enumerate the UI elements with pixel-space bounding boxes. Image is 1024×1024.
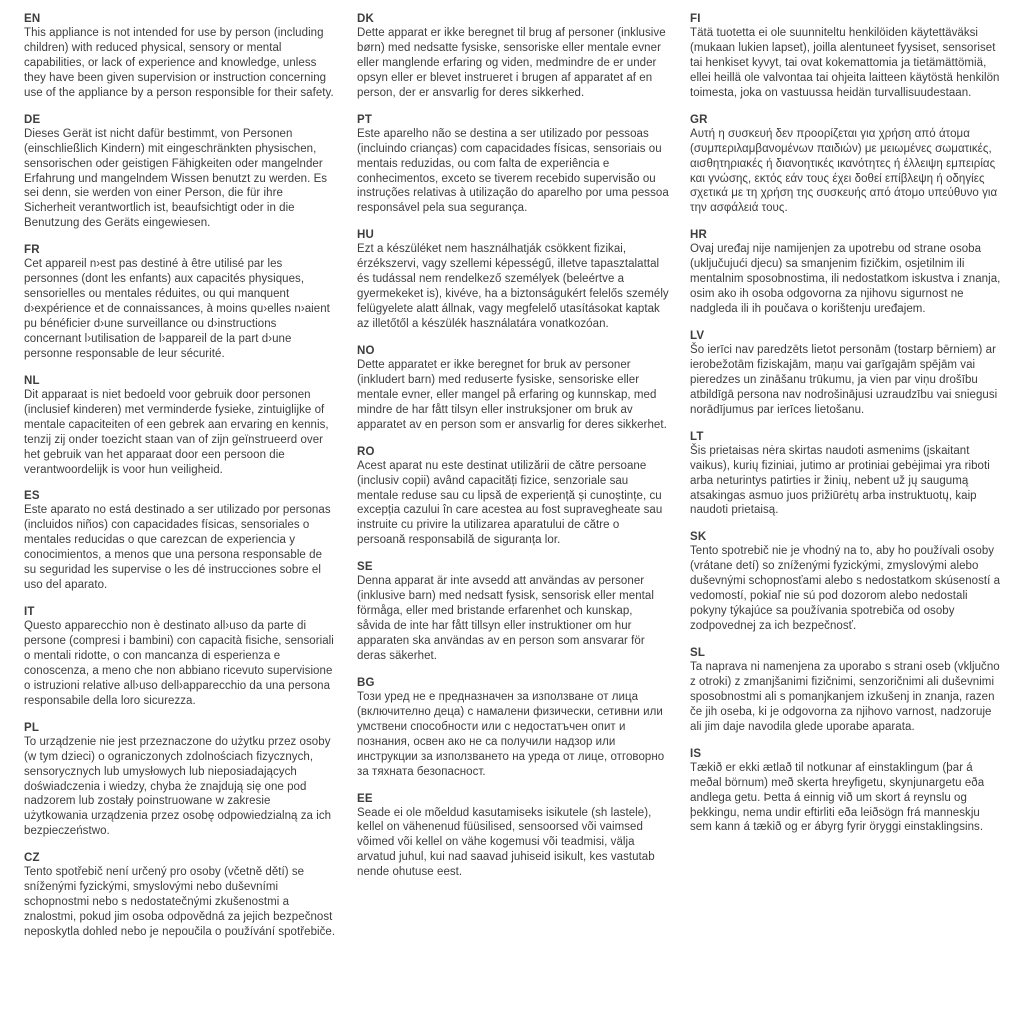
lang-text-en: This appliance is not intended for use by person (including children) with reduced physical, sensory or mental capabilities, or lack of experience and knowledge, unless they have been given supervision or instruction concerning use of the appliance by a person responsible for their safety. [24, 27, 334, 99]
lang-section-pl [24, 722, 336, 840]
lang-section-sl [690, 647, 1002, 735]
lang-text-lv: Šo ierīci nav paredzēts lietot personām (tostarp bērniem) ar ierobežotām fiziskajām, maņu vai garīgajām spējām vai pieredzes un zināšanu trūkumu, ja vien par viņu drošību atbildīgā persona nav nodrošinājusi uzraudzību vai sniegusi norādījumus par ierīces lietošanu. [690, 344, 998, 416]
lang-text-de: Dieses Gerät ist nicht dafür bestimmt, von Personen (einschließlich Kindern) mit eingeschränkten physischen, sensorischen oder geistigen Fähigkeiten oder mangelnder Erfahrung und mangelndem Wissen benutzt zu werden. Es sei denn, sie werden von einer Person, die für ihre Sicherheit verantwortlich ist, beaufsichtigt oder in die Benutzung des Geräts eingewiesen. [24, 127, 328, 230]
lang-code-lv: LV [690, 330, 705, 342]
lang-code-fr: FR [24, 244, 40, 257]
lang-section-fr [24, 244, 336, 362]
lang-text-it: Questo apparecchio non è destinato all›uso da parte di persone (compresi i bambini) con capacità fisiche, sensoriali o mentali ridotte, o con mancanza di esperienza e conoscenza, a meno che non abbiano ricevuto supervisione o istruzioni relative all›uso dell›apparecchio da una persona responsabile della loro sicurezza. [24, 620, 334, 707]
lang-code-hu: HU [357, 229, 375, 242]
lang-code-gr: GR [690, 113, 708, 126]
lang-code-pl: PL [24, 721, 40, 734]
lang-section-de [24, 114, 336, 232]
lang-text-ee: Seade ei ole mõeldud kasutamiseks isikutele (sh lastele), kellel on vähenenud füüsilised, sensoorsed või vaimsed võimed või kellel on vähe kogemusi või teadmisi, välja arvatud juhul, kui nad saavad juhiseid isikult, kes vastutab nende ohutuse eest. [357, 806, 655, 879]
lang-code-hr: HR [690, 229, 708, 242]
lang-text-sl: Ta naprava ni namenjena za uporabo s strani oseb (vključno z otroki) z zmanjšanimi fizičnimi, senzoričnimi ali duševnimi sposobnostmi ali s pomanjkanjem izkušenj in znanja, razen če jih oseba, ki je odgovorna za njihovo varnost, nadzoruje ali jim daje navodila glede uporabe aparata. [690, 661, 1000, 733]
lang-text-es: Este aparato no está destinado a ser utilizado por personas (incluidos niños) con capacidades físicas, sensoriales o mentales reducidas o que carezcan de experiencia y conocimientos, a menos que una persona responsable de su seguridad les supervise o les dé instrucciones sobre el uso del aparato. [24, 504, 331, 592]
lang-text-se: Denna apparat är inte avsedd att användas av personer (inklusive barn) med nedsatt fysisk, sensorisk eller mental förmåga, eller med bristande erfarenhet och kunskap, såvida de inte har fått tillsyn eller instruktioner om hur apparaten ska användas av en person som ansvarar för deras säkerhet. [357, 575, 654, 662]
lang-text-nl: Dit apparaat is niet bedoeld voor gebruik door personen (inclusief kinderen) met verminderde fysieke, zintuiglijke of mentale capaciteiten of een gebrek aan ervaring en kennis, tenzij zij onder toezicht staan van of zijn geïnstrueerd over het gebruik van het apparaat door een persoon die verantwoordelijk is voor hun veiligheid. [24, 388, 329, 476]
lang-section-hr [690, 229, 1002, 317]
lang-section-en [24, 13, 336, 101]
lang-section-it [24, 606, 336, 709]
lang-text-gr: Αυτή η συσκευή δεν προορίζεται για χρήση από άτομα (συμπεριλαμβανομένων παιδιών) με μειωμένες σωματικές, αισθητηριακές ή διανοητικές ικανότητες ή έλλειψη εμπειρίας και γνώσης, εκτός εάν τους έχει δοθεί επίβλεψη ή οδηγίες σχετικά με τη χρήση της συσκευής από άτομο υπεύθυνο για την ασφάλειά τους. [690, 127, 998, 215]
lang-section-gr [690, 114, 1002, 217]
lang-code-en: EN [24, 13, 41, 25]
lang-text-bg: Този уред не е предназначен за използване от лица (включително деца) с намалени физически, сетивни или умствени способности или с недостатъчен опит и познания, освен ако не са получили надзор или инструкции за използването на уреда от лице, отговорно за тяхната безопасност. [357, 690, 665, 778]
lang-section-dk [357, 13, 669, 101]
lang-text-no: Dette apparatet er ikke beregnet for bruk av personer (inkludert barn) med reduserte fysiske, sensoriske eller mentale evner, eller mangel på erfaring og kunnskap, med mindre de har fått tilsyn eller instruksjoner om bruk av apparatet av en person som er ansvarlig for deres sikkerhet. [357, 358, 667, 431]
lang-section-no [357, 345, 669, 433]
lang-section-ee [357, 793, 669, 881]
lang-section-hu [357, 229, 669, 332]
lang-text-ro: Acest aparat nu este destinat utilizării de către persoane (inclusiv copii) având capacități fizice, senzoriale sau mentale reduse sau cu lipsă de experiență și cunoștințe, cu excepția cazului în care acestea au fost supravegheate sau instruite cu privire la utilizarea aparatului de către o persoană responsabilă de siguranța lor. [357, 459, 663, 547]
lang-text-pl: To urządzenie nie jest przeznaczone do użytku przez osoby (w tym dzieci) o ograniczonych zdolnościach fizycznych, sensorycznych lub umysłowych lub nieposiadających doświadczenia i wiedzy, chyba że znajdują się one pod nadzorem lub zostały poinstruowane w zakresie użytkowania urządzenia przez osobę odpowiedzialną za ich bezpieczeństwo. [24, 735, 332, 838]
lang-section-bg [357, 677, 669, 780]
lang-text-is: Tækið er ekki ætlað til notkunar af einstaklingum (þar á meðal börnum) með skerta hreyfigetu, skynjunargetu eða andlega getu. Þetta á einnig við um skort á reynslu og þekkingu, nema undir eftirliti eða leiðsögn frá manneskju sem kann á tækið og er ábyrg fyrir öryggi einstaklingsins. [690, 761, 985, 834]
lang-code-is: IS [690, 747, 702, 760]
lang-section-is [690, 748, 1002, 836]
lang-text-cz: Tento spotřebič není určený pro osoby (včetně dětí) se sníženými fyzickými, smyslovými nebo duševními schopnostmi nebo s nedostatečnými zkušenostmi a znalostmi, pokud jim osoba odpovědná za jejich bezpečnost neposkytla dohled nebo je nepoučila o používání spotřebiče. [24, 866, 336, 938]
column-1 [24, 13, 336, 1016]
lang-text-sk: Tento spotrebič nie je vhodný na to, aby ho používali osoby (vrátane detí) so zníženými fyzickými, zmyslovými alebo duševnými schopnosťami alebo s nedostatkom skúseností a vedomostí, pokiaľ nie sú pod dozorom alebo nedostali pokyny týkajúce sa používania spotrebiča od osoby zodpovednej za ich bezpečnosť. [690, 545, 1001, 633]
lang-text-fi: Tätä tuotetta ei ole suunniteltu henkilöiden käytettäväksi (mukaan lukien lapset), joilla alentuneet fyysiset, sensoriset tai henkiset kyvyt, tai ovat kokemattomia ja tietämättömiä, ellei heillä ole valvontaa tai ohjeita laitteen käytöstä henkilön toimesta, joka on vastuussa heidän turvallisuudestaan. [690, 27, 1000, 99]
lang-code-pt: PT [357, 113, 373, 126]
lang-text-dk: Dette apparat er ikke beregnet til brug af personer (inklusive børn) med nedsatte fysiske, sensoriske eller mentale evner eller manglende erfaring og viden, medmindre de er under opsyn eller er blevet instrueret i brugen af apparatet af en person, der er ansvarlig for deres sikkerhed. [357, 27, 666, 99]
lang-code-it: IT [24, 606, 35, 619]
lang-code-no: NO [357, 344, 375, 357]
lang-text-hu: Ezt a készüléket nem használhatják csökkent fizikai, érzékszervi, vagy szellemi képességű, illetve tapasztalattal és tudással nem rendelkező személyek (beleértve a gyermekeket is), kivéve, ha a biztonságukért felelős személy felügyelete alatt állnak, vagy megfelelő utasításokat kaptak az illetőtől a készülék használatára vonatkozóan. [357, 243, 669, 330]
lang-section-sk [690, 531, 1002, 634]
lang-section-se [357, 561, 669, 664]
lang-code-ee: EE [357, 792, 373, 805]
lang-code-ro: RO [357, 445, 375, 458]
lang-code-sk: SK [690, 531, 707, 544]
column-2 [357, 13, 669, 1016]
lang-text-fr: Cet appareil n›est pas destiné à être utilisé par les personnes (dont les enfants) aux capacités physiques, sensorielles ou mentales réduites, ou qui manquent d›expérience et de connaissances, à moins qu›elles n›aient pu bénéficier d›une surveillance ou d›instructions concernant l›utilisation de l›appareil de la part d›une personne responsable de leur sécurité. [24, 258, 330, 360]
lang-section-nl [24, 375, 336, 478]
lang-code-lt: LT [690, 430, 704, 443]
lang-section-lt [690, 431, 1002, 519]
column-3 [690, 13, 1002, 1016]
lang-section-lv [690, 330, 1002, 418]
lang-code-sl: SL [690, 647, 706, 659]
lang-code-fi: FI [690, 13, 701, 25]
lang-text-pt: Este aparelho não se destina a ser utilizado por pessoas (incluindo crianças) com capacidades físicas, sensoriais ou mentais reduzidas, ou com falta de experiência e conhecimentos, exceto se tiverem recebido supervisão ou instruções relativas à utilização do aparelho por uma pessoa responsável pela sua segurança. [357, 127, 669, 215]
lang-text-lt: Šis prietaisas nėra skirtas naudoti asmenims (įskaitant vaikus), kurių fiziniai, jutimo ar protiniai gebėjimai yra riboti arba neturintys patirties ir žinių, nebent už jų saugumą atsakingas asmuo juos prižiūrėtų arba instruktuotų, kaip naudoti prietaisą. [690, 444, 990, 517]
lang-code-de: DE [24, 113, 41, 126]
lang-section-ro [357, 446, 669, 549]
lang-code-dk: DK [357, 13, 375, 25]
lang-section-fi [690, 13, 1002, 101]
lang-text-hr: Ovaj uređaj nije namijenjen za upotrebu od strane osoba (uključujući djecu) sa smanjenim fizičkim, osjetilnim ili mentalnim sposobnostima, ili nedostatkom iskustva i znanja, osim ako ih osoba odgovorna za njihovu sigurnost ne nadgleda ili ih poučava o korištenju uređajem. [690, 243, 1001, 316]
lang-code-es: ES [24, 490, 40, 503]
lang-code-se: SE [357, 561, 373, 574]
lang-section-cz [24, 852, 336, 940]
lang-code-nl: NL [24, 374, 40, 387]
lang-code-bg: BG [357, 676, 375, 689]
lang-section-es [24, 490, 336, 593]
lang-section-pt [357, 114, 669, 217]
lang-code-cz: CZ [24, 852, 40, 865]
